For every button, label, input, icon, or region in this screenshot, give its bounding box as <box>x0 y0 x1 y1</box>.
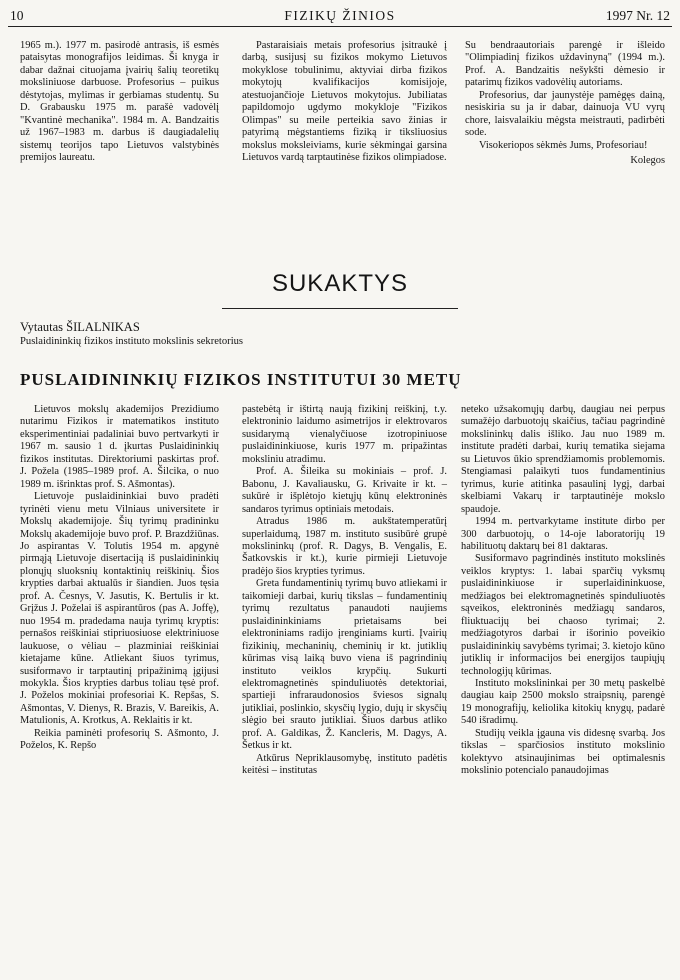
paragraph: Instituto mokslininkai per 30 metų paskelbė daugiau kaip 2500 mokslo straipsnių, parengė 19 monografijų, keliolika kitokių knygų, padarė 540 išradimų. <box>461 677 665 727</box>
paragraph: Greta fundamentinių tyrimų buvo atliekami ir taikomieji darbai, kurių tikslas – fundamentinių tyrimų rezultatus panaudoti naujiems puslaidininkiniams prietaisams bei elektroniniams radijo įrenginiams kurti. Įvairių fizikinių, mechaninių, cheminių ir kt. jutiklių kūrimas visą laiką buvo viena iš pagrindinių instituto veiklos krypčių. Sukurti elektromagnetinės spinduliuotės detektoriai, spartieji infraraudonosios šviesos signalų jutikliai, poslinkio, skysčių lygio, dujų ir skysčių slėgio bei srauto jutikliai. Šiuos darbus atliko prof. A. Galdikas, Ž. Kancleris, M. Dagys, A. Šetkus ir kt. <box>242 578 447 752</box>
paragraph: Su bendraautoriais parengė ir išleido "Olimpiadinį fizikos uždavinyną" (1994 m.). Prof. A. Bandzaitis nešykšti dėmesio ir patarimų fizikos vadovėlių autoriams. <box>465 40 665 89</box>
paragraph: Profesorius, dar jaunystėje pamėgęs dainą, nesiskiria su ja ir dabar, dainuoja VU vyrų chore, laisvalaikiu mėgsta meistrauti, padirbėti sode. <box>465 89 665 139</box>
paragraph: Prof. A. Šileika su mokiniais – prof. J. Babonu, J. Kavaliausku, G. Krivaite ir kt. – sukūrė ir išplėtojo kietųjų kūnų elektroninės sandaros tyrimus optiniais metodais. <box>242 466 447 515</box>
paragraph: Lietuvoje puslaidininkiai buvo pradėti tyrinėti vienu metu Vilniaus universitete ir Mokslų akademijoje. Šių tyrimų pradininku Mokslų akademijoje buvo prof. P. Brazdžiūnas. Jo aspirantas V. Tolutis 1954 m. apgynė pirmąją Lietuvoje disertaciją iš puslaidininkių plonųjų sluoksnių kontaktinių reiškinių. Šios krypties darbai aktualūs ir šiandien. Juos tęsia prof. A. Česnys, V. Jasutis, K. Bertulis ir kt. Grįžus J. Poželai iš aspirantūros (pas A. Joffę), nuo 1954 m. pradedama nauja tyrimų kryptis: pernašos reiškiniai stipriuosiuose elektriniuose laukuose, o vėliau – plazminiai reiškiniai kietajame kūne. Atliekant šiuos tyrimus, susiformavo ir tarptautinį pripažinimą įgijusi mokykla. Šios krypties darbus toliau tęsė prof. J. Poželos mokiniai profesoriai K. Repšas, S. Ašmontas, V. Dienys, R. Brazis, V. Bareikis, A. Matulionis, A. Krotkus, A. Reklaitis ir kt. <box>20 491 219 727</box>
section-heading: SUKAKTYS <box>271 270 409 297</box>
paragraph: Atkūrus Nepriklausomybę, instituto padėtis keitėsi – institutas <box>242 752 447 777</box>
paragraph: Reikia paminėti profesorių S. Ašmonto, J. Poželos, K. Repšo <box>20 727 219 752</box>
issue-number: 1997 Nr. 12 <box>605 8 670 23</box>
paragraph: neteko užsakomųjų darbų, daugiau nei perpus sumažėjo darbuotojų skaičius, tačiau pagrindinė mokslininkų dalis išliko. Jau nuo 1989 m. institute pradėti darbai, kurių tematika siejama su Lietuvos ūkio sprendžiamomis problemomis. Stengiamasi palaikyti tuos fundamentinius tyrimus, kurie atitinka pasaulinį lygį, darbai skelbiami Vakarų ir tarptautinėje mokslo spaudoje. <box>461 404 665 515</box>
article-column-1 <box>20 404 219 753</box>
paragraph: Susiformavo pagrindinės instituto mokslinės veiklos kryptys: 1. labai sparčių vyksmų puslaidininkiuose ir superlaidininkuose, medžiagos bei elektromagnetinės spinduliuotės sąveikos, elektroninės medžiagų sandaros, fliuktuacijų bei chaoso tyrimai; 2. medžiagotyros darbai ir išorinio poveikio puslaidininkių savybėms tyrimai; 3. kietojo kūno jutiklių ir informacijos bei energijos taupiųjų technologijų kūrimas. <box>461 553 665 677</box>
paragraph: pastebėtą ir ištirtą naują fizikinį reiškinį, t.y. elektroninio laidumo asimetrijos ir elektrovaros susidarymą vienalyčiuose izotropiniuose puslaidininkiuose, kuris 1977 m. pripažintas moksliniu atradimu. <box>242 404 447 465</box>
article-author: Vytautas ŠILALNIKAS <box>20 320 140 334</box>
article-title: PUSLAIDININKIŲ FIZIKOS INSTITUTUI 30 METŲ <box>20 370 462 389</box>
journal-title: FIZIKŲ ŽINIOS <box>284 8 396 23</box>
author-affiliation: Puslaidininkių fizikos instituto mokslinis sekretorius <box>20 336 244 347</box>
top-column-2 <box>242 40 447 165</box>
paragraph: Pastaraisiais metais profesorius įsitraukė į darbą, susijusį su fizikos mokymo Lietuvos mokyklose tobulinimu, aktyviai dirba fizikos mokytojų kvalifikacijos komisijoje, atestuojančioje Lietuvos mokytojus. Jubiliatas papildomojo ugdymo mokykloje "Fizikos Olimpas" su meile perteikia savo žinias ir patyrimą mėgstantiems fiziką ir tiksliuosius mokslus moksleiviams, kurie sėkmingai garsina Lietuvos vardą tarptautinėse fizikos olimpiadose. <box>242 40 447 164</box>
section-rule <box>222 308 458 309</box>
paragraph: Visokeriopos sėkmės Jums, Profesoriau! <box>479 139 648 151</box>
article-column-2 <box>242 404 447 778</box>
paragraph: Atradus 1986 m. aukštatemperatūrį superlaidumą, 1987 m. instituto susibūrė grupė mokslininkų (prof. R. Dagys, B. Vengalis, E. Šatkovskis ir kt.), kurie pirmieji Lietuvoje pradėjo šios krypties tyrimus. <box>242 516 447 577</box>
top-column-3 <box>465 40 665 168</box>
article-column-3 <box>461 404 665 778</box>
paragraph: Studijų veikla įgauna vis didesnę svarbą. Jos tikslas – sparčiosios instituto mokslinio kolektyvo atsinaujinimas bei optimalesnis mokslinio potencialo panaudojimas <box>461 727 665 777</box>
paragraph: 1994 m. pertvarkytame institute dirbo per 300 darbuotojų, o 14-oje laboratorijų 19 habilituotų daktarų bei 81 daktaras. <box>461 516 665 552</box>
top-column-1 <box>20 40 219 165</box>
paragraph: Lietuvos mokslų akademijos Prezidiumo nutarimu Fizikos ir matematikos instituto eksperimentiniai padaliniai buvo pertvarkyti ir 1967 m. sausio 1 d. įkurtas Puslaidininkių fizikos institutas. Direktoriumi paskirtas prof. J. Požela (1985–1989 prof. A. Šilcika, o nuo 1989 m. išrinktas prof. S. Ašmontas). <box>20 404 219 490</box>
signature: Kolegos <box>630 155 665 167</box>
page-number: 10 <box>10 8 24 23</box>
running-header <box>8 6 672 27</box>
paragraph: 1965 m.). 1977 m. pasirodė antrasis, iš esmės pataisytas monografijos leidimas. Ši knyga ir dabar dažnai cituojama įvairių šalių teoretikų moksliniuose darbuose. Profesorius – puikus dėstytojas, mylimas ir gerbiamas studentų. Su D. Grabausku 1975 m. parašė vadovėlį "Kvantinė mechanika". 1984 m. A. Bandzaitis už 1967–1983 m. darbus iš daugiadalelių sistemų teorijos tapo Lietuvos valstybinės premijos laureatu. <box>20 40 219 164</box>
